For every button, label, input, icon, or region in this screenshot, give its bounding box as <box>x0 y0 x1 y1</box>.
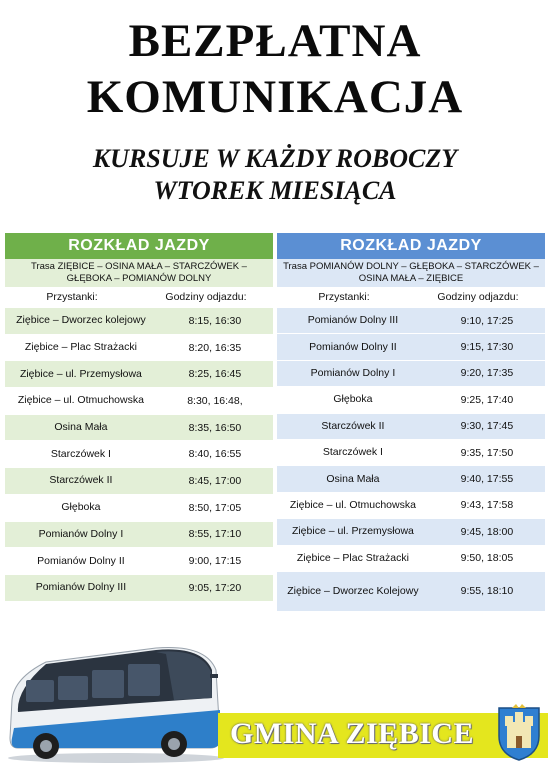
table-row <box>5 414 273 441</box>
table-row <box>5 467 273 494</box>
row-stop: Ziębice – Dworzec Kolejowy <box>287 584 419 597</box>
row-stop: Starczówek II <box>321 419 385 432</box>
table-row <box>277 386 545 412</box>
gmina-banner <box>218 713 548 758</box>
row-stop: Starczówek II <box>49 474 113 487</box>
bus-illustration <box>6 640 224 764</box>
row-time: 9:35, 17:50 <box>460 446 514 459</box>
row-stop: Ziębice – ul. Przemysłowa <box>291 525 414 538</box>
table-row <box>277 492 545 518</box>
left-table-route: Trasa ZIĘBICE – OSINA MAŁA – STARCZÓWEK – GŁĘBOKA – POMIANÓW DOLNY <box>5 259 273 287</box>
row-stop: Pomianów Dolny I <box>38 527 124 540</box>
row-stop: Pomianów Dolny II <box>309 340 397 353</box>
row-time: 8:50, 17:05 <box>188 501 242 514</box>
table-row <box>277 360 545 386</box>
poster-title-line2: KOMUNIKACJA <box>86 71 464 123</box>
row-time: 9:00, 17:15 <box>188 555 242 568</box>
table-row <box>277 571 545 611</box>
left-table-column-headers <box>5 287 273 307</box>
row-stop: Ziębice – Dworzec kolejowy <box>16 314 146 327</box>
right-schedule-table <box>277 233 545 611</box>
row-stop: Pomianów Dolny III <box>307 314 399 327</box>
table-row <box>5 494 273 521</box>
row-stop: Pomianów Dolny I <box>310 366 396 379</box>
row-time: 9:30, 17:45 <box>460 420 514 433</box>
coat-of-arms-icon <box>496 704 542 762</box>
row-stop: Pomianów Dolny II <box>37 554 125 567</box>
row-time: 8:55, 17:10 <box>188 528 242 541</box>
row-time: 9:40, 17:55 <box>460 473 514 486</box>
row-time: 8:40, 16:55 <box>188 448 242 461</box>
right-table-route: Trasa POMIANÓW DOLNY – GŁĘBOKA – STARCZÓWEK – OSINA MAŁA – ZIĘBICE <box>277 259 545 287</box>
row-stop: Ziębice – Plac Strażacki <box>296 551 409 564</box>
row-time: 9:10, 17:25 <box>460 314 514 327</box>
gmina-label: GMINA ZIĘBICE <box>230 717 475 750</box>
table-row <box>277 439 545 465</box>
row-time: 9:15, 17:30 <box>460 341 514 354</box>
row-stop: Osina Mała <box>54 421 108 434</box>
row-stop: Osina Mała <box>326 472 380 485</box>
left-schedule-table <box>5 233 273 601</box>
table-row <box>277 518 545 544</box>
row-stop: Głęboka <box>61 501 101 514</box>
row-time: 9:20, 17:35 <box>460 367 514 380</box>
table-row <box>277 307 545 333</box>
left-col-times: Godziny odjazdu: <box>165 291 247 303</box>
row-stop: Ziębice – ul. Otmuchowska <box>289 498 416 511</box>
row-stop: Starczówek I <box>50 447 111 460</box>
row-stop: Głęboka <box>333 393 373 406</box>
table-row <box>5 440 273 467</box>
row-stop: Ziębice – ul. Przemysłowa <box>19 367 142 380</box>
row-time: 9:25, 17:40 <box>460 393 514 406</box>
row-stop: Ziębice – Plac Strażacki <box>24 341 137 354</box>
left-col-stops: Przystanki: <box>46 291 98 303</box>
row-stop: Ziębice – ul. Otmuchowska <box>17 394 144 407</box>
table-row <box>277 465 545 491</box>
table-row <box>277 545 545 571</box>
table-row <box>277 333 545 359</box>
table-row <box>5 334 273 361</box>
row-time: 8:25, 16:45 <box>188 368 242 381</box>
right-table-column-headers <box>277 287 545 307</box>
row-time: 8:30, 16:48, <box>187 394 243 407</box>
row-stop: Starczówek I <box>322 446 383 459</box>
poster-subtitle-line2: WTOREK MIESIĄCA <box>153 176 397 205</box>
row-time: 9:43, 17:58 <box>460 499 514 512</box>
table-row <box>5 387 273 414</box>
row-time: 8:15, 16:30 <box>188 314 242 327</box>
row-stop: Pomianów Dolny III <box>35 581 127 594</box>
row-time: 9:55, 18:10 <box>460 585 514 598</box>
row-time: 9:50, 18:05 <box>460 552 514 565</box>
row-time: 9:45, 18:00 <box>460 525 514 538</box>
poster-title-line1: BEZPŁATNA <box>128 15 422 67</box>
right-col-stops: Przystanki: <box>318 291 370 303</box>
row-time: 8:35, 16:50 <box>188 421 242 434</box>
row-time: 8:20, 16:35 <box>188 341 242 354</box>
left-table-header: ROZKŁAD JAZDY <box>5 233 273 259</box>
right-col-times: Godziny odjazdu: <box>437 291 519 303</box>
table-row <box>277 413 545 439</box>
row-time: 9:05, 17:20 <box>188 581 242 594</box>
right-table-header: ROZKŁAD JAZDY <box>277 233 545 259</box>
table-row <box>5 307 273 334</box>
poster-subtitle-line1: KURSUJE W KAŻDY ROBOCZY <box>92 144 458 173</box>
row-time: 8:45, 17:00 <box>188 474 242 487</box>
table-row <box>5 574 273 601</box>
table-row <box>5 547 273 574</box>
table-row <box>5 360 273 387</box>
table-row <box>5 521 273 548</box>
